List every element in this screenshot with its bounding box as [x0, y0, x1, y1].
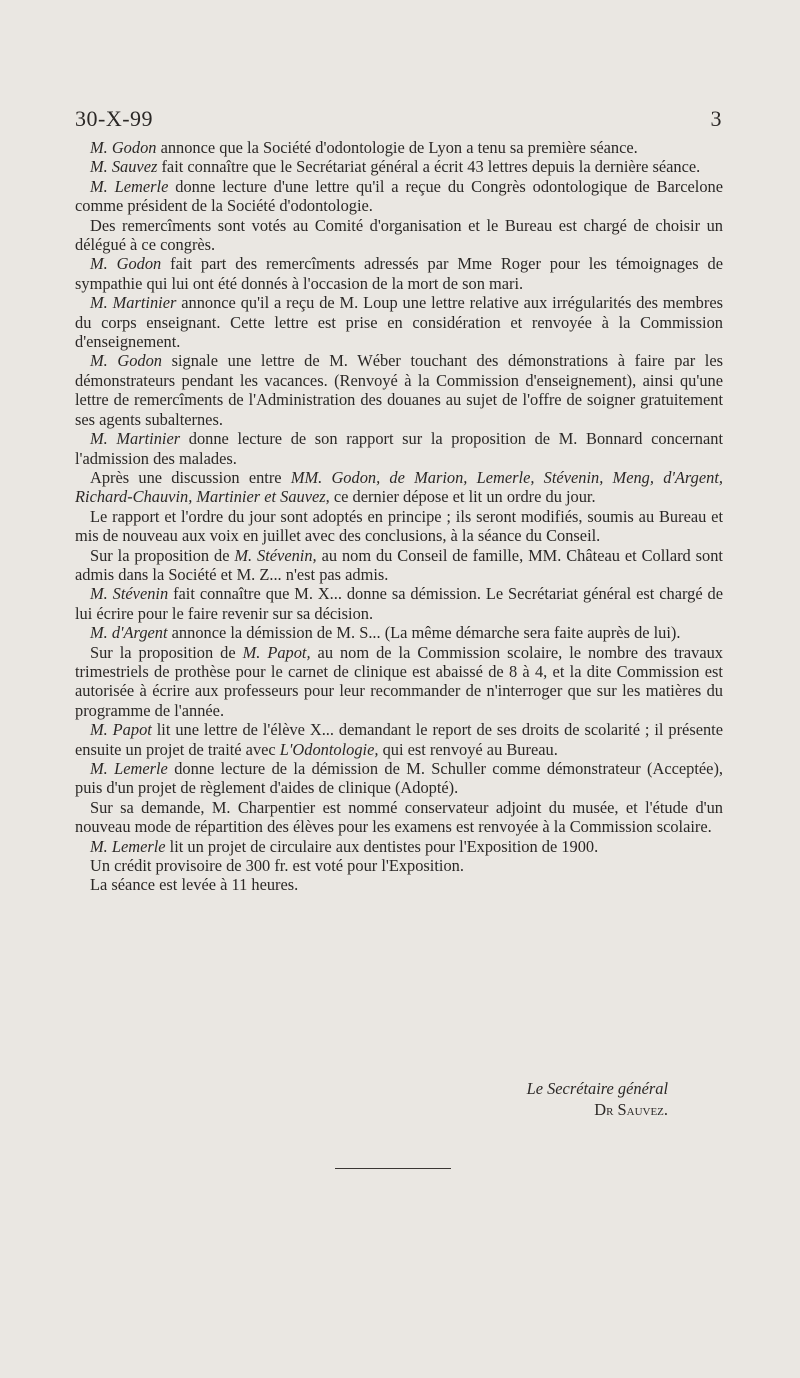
- paragraph: M. Martinier annonce qu'il a reçu de M. Loup une lettre relative aux irrégularités des membres du corps enseignant. Cette lettre est prise en considération et renvoyée à la Commission d'enseignement.: [75, 293, 723, 352]
- closing-rule: [335, 1168, 451, 1169]
- paragraph: Des remercîments sont votés au Comité d'organisation et le Bureau est chargé de choisir un délégué à ce congrès.: [75, 215, 723, 255]
- paragraph: M. Sauvez fait connaître que le Secrétariat général a écrit 43 lettres depuis la dernière séance.: [90, 157, 701, 177]
- document-body: [75, 138, 723, 895]
- paragraph: M. Godon signale une lettre de M. Wéber touchant des démonstrations à faire par les démonstrateurs pendant les vacances. (Renvoyé à la Commission d'enseignement), ainsi qu'une lettre de remercîments de l'Administration des douanes au sujet de l'offre de soigner gratuitement ses agents subalternes.: [75, 351, 723, 429]
- paragraph: M. d'Argent annonce la démission de M. S... (La même démarche sera faite auprès de lui).: [90, 623, 681, 643]
- paragraph: M. Martinier donne lecture de son rapport sur la proposition de M. Bonnard concernant l'admission des malades.: [75, 429, 723, 468]
- header-date: 30-X-99: [75, 106, 154, 131]
- paragraph: Sur sa demande, M. Charpentier est nommé conservateur adjoint du musée, et l'étude d'un nouveau mode de répartition des élèves pour les examens est renvoyée à la Commission scolaire.: [75, 797, 723, 837]
- paragraph: M. Stévenin fait connaître que M. X... donne sa démission. Le Secrétariat général est chargé de lui écrire pour le faire revenir sur sa décision.: [75, 584, 723, 623]
- paragraph: La séance est levée à 11 heures.: [90, 875, 299, 895]
- signature-title: Le Secrétaire général: [526, 1079, 668, 1098]
- page-header: [75, 106, 722, 132]
- paragraph: M. Lemerle donne lecture d'une lettre qu'il a reçue du Congrès odontologique de Barcelone comme président de la Société d'odontologie.: [75, 176, 724, 216]
- paragraph: M. Godon annonce que la Société d'odontologie de Lyon a tenu sa première séance.: [90, 138, 638, 157]
- paragraph: Un crédit provisoire de 300 fr. est voté pour l'Exposition.: [90, 856, 464, 876]
- paragraph: Le rapport et l'ordre du jour sont adoptés en principe ; ils seront modifiés, soumis au Bureau et mis de nouveau aux voix en juillet avec des conclusions, à la séance du Conseil.: [75, 506, 723, 546]
- paragraph: M. Lemerle lit un projet de circulaire aux dentistes pour l'Exposition de 1900.: [90, 836, 599, 856]
- paragraph: Sur la proposition de M. Papot, au nom de la Commission scolaire, le nombre des travaux trimestriels de prothèse pour le carnet de clinique est abaissé de 8 à 4, et la dite Commission est autorisée à écrire aux professeurs pour leur recommander de n'interroger que sur les matières du programme de l'année.: [75, 642, 723, 720]
- signature-name: Dr Sauvez.: [594, 1100, 668, 1119]
- paragraph: Sur la proposition de M. Stévenin, au nom du Conseil de famille, MM. Château et Collard sont admis dans la Société et M. Z... n'est pas admis.: [75, 545, 723, 584]
- paragraph: M. Papot lit une lettre de l'élève X... demandant le report de ses droits de scolarité ; il présente ensuite un projet de traité avec L'Odontologie, qui est renvoyé au Bureau.: [75, 720, 723, 759]
- paragraph: M. Godon fait part des remercîments adressés par Mme Roger pour les témoignages de sympathie qui lui ont été donnés à l'occasion de la mort de son mari.: [75, 254, 723, 293]
- page-number: 3: [710, 106, 722, 131]
- paragraph: Après une discussion entre MM. Godon, de Marion, Lemerle, Stévenin, Meng, d'Argent, Richard-Chauvin, Martinier et Sauvez, ce dernier dépose et lit un ordre du jour.: [75, 467, 723, 507]
- paragraph: M. Lemerle donne lecture de la démission de M. Schuller comme démonstrateur (Acceptée), puis d'un projet de règlement d'aides de clinique (Adopté).: [75, 759, 723, 798]
- signature-block: [430, 1078, 668, 1120]
